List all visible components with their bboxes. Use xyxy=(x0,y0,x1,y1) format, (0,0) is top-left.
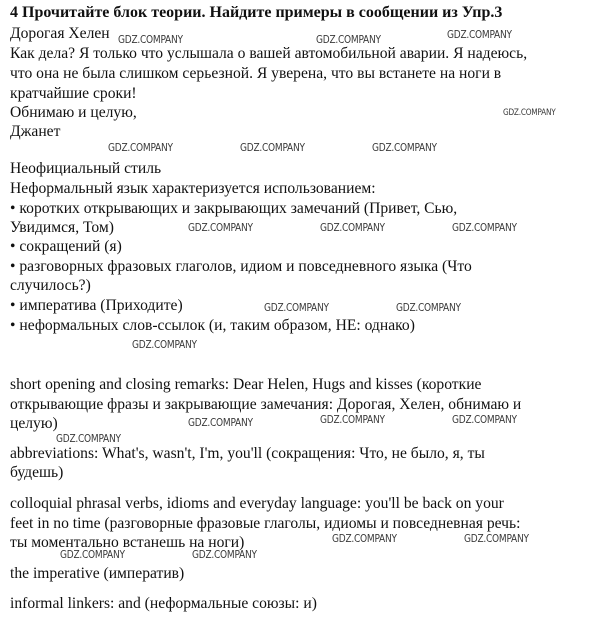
example-line: целую) xyxy=(10,415,58,432)
theory-bullet: • неформальных слов-ссылок (и, таким образом, НЕ: однако) xyxy=(10,317,415,334)
theory-bullet-cont: Увидимся, Том) xyxy=(10,219,114,236)
theory-bullet: • императива (Приходите) xyxy=(10,297,183,314)
theory-bullet: • коротких открывающих и закрывающих замечаний (Привет, Сью, xyxy=(10,200,458,217)
watermark: GDZ.COMPANY xyxy=(332,532,397,545)
watermark: GDZ.COMPANY xyxy=(452,413,517,426)
theory-title: Неофициальный стиль xyxy=(10,160,162,177)
theory-bullet: • разговорных фразовых глаголов, идиом и повседневного языка (Что xyxy=(10,258,472,275)
example-line: открывающие фразы и закрывающие замечания: Дорогая, Хелен, обнимаю и xyxy=(10,396,522,413)
example-line: abbreviations: What's, wasn't, I'm, you'll (сокращения: Что, не было, я, ты xyxy=(10,445,485,462)
watermark: GDZ.COMPANY xyxy=(447,28,512,41)
watermark: GDZ.COMPANY xyxy=(396,301,461,314)
watermark: GDZ.COMPANY xyxy=(60,548,125,561)
example-line: informal linkers: and (неформальные союзы: и) xyxy=(10,595,317,612)
watermark: GDZ.COMPANY xyxy=(108,141,173,154)
letter-line: что она не была слишком серьезной. Я уверена, что вы встанете на ноги в xyxy=(10,65,502,82)
example-line: short opening and closing remarks: Dear Helen, Hugs and kisses (короткие xyxy=(10,376,482,393)
exercise-heading: 4 Прочитайте блок теории. Найдите примеры в сообщении из Упр.3 xyxy=(10,4,503,21)
watermark: GDZ.COMPANY xyxy=(118,33,183,46)
watermark: GDZ.COMPANY xyxy=(56,432,121,445)
letter-line: Как дела? Я только что услышала о вашей автомобильной аварии. Я надеюсь, xyxy=(10,45,528,62)
watermark: GDZ.COMPANY xyxy=(188,221,253,234)
letter-signature: Джанет xyxy=(10,123,61,140)
theory-intro: Неформальный язык характеризуется использованием: xyxy=(10,180,376,197)
example-line: the imperative (императив) xyxy=(10,565,185,582)
watermark: GDZ.COMPANY xyxy=(240,141,305,154)
letter-line: кратчайшие сроки! xyxy=(10,85,137,102)
watermark: GDZ.COMPANY xyxy=(372,141,437,154)
watermark: GDZ.COMPANY xyxy=(132,338,197,351)
watermark: GDZ.COMPANY xyxy=(192,548,257,561)
theory-bullet-cont: случилось?) xyxy=(10,277,91,294)
example-line: будешь) xyxy=(10,464,64,481)
watermark: GDZ.COMPANY xyxy=(320,221,385,234)
example-line: ты моментально встанешь на ноги) xyxy=(10,534,245,551)
watermark: GDZ.COMPANY xyxy=(264,301,329,314)
watermark: GDZ.COMPANY xyxy=(452,221,517,234)
example-line: colloquial phrasal verbs, idioms and everyday language: you'll be back on your xyxy=(10,495,504,512)
watermark: GDZ.COMPANY xyxy=(320,413,385,426)
theory-bullet: • сокращений (я) xyxy=(10,238,122,255)
watermark: GDZ.COMPANY xyxy=(464,532,529,545)
letter-closing: Обнимаю и целую, xyxy=(10,104,137,121)
watermark: GDZ.COMPANY xyxy=(316,33,381,46)
watermark: GDZ.COMPANY xyxy=(503,108,556,118)
letter-greeting: Дорогая Хелен xyxy=(10,25,110,42)
example-line: feet in no time (разговорные фразовые глаголы, идиомы и повседневная речь: xyxy=(10,515,521,532)
watermark: GDZ.COMPANY xyxy=(188,416,253,429)
